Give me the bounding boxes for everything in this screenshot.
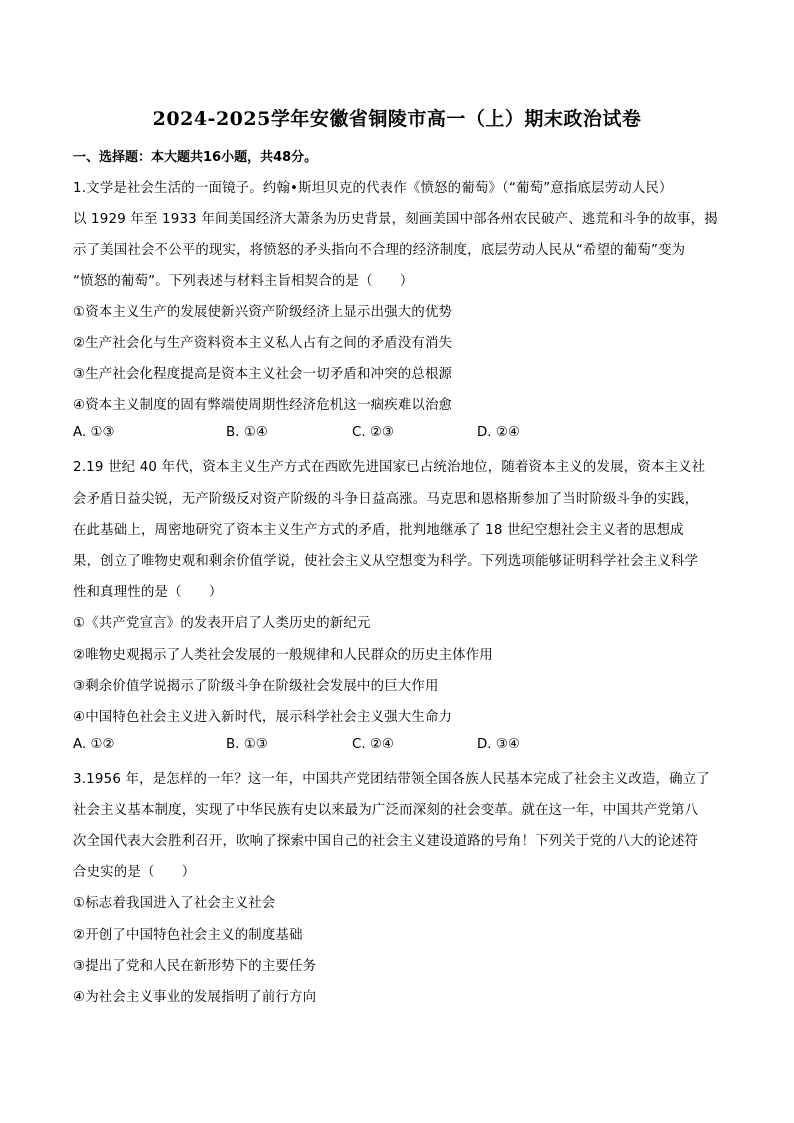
exam-title: 2024-2025学年安徽省铜陵市高一（上）期末政治试卷	[152, 108, 642, 130]
question-1-line: “愤怒的葡萄”。下列表述与材料主旨相契合的是（ ）	[73, 274, 414, 289]
question-1-line: 以 1929 年至 1933 年间美国经济大萧条为历史背景，刻画美国中部各州农民破产、逃荒和斗争的故事，揭	[73, 212, 718, 227]
question-3-statement: ③提出了党和人民在新形势下的主要任务	[73, 959, 317, 974]
question-1-line: 示了美国社会不公平的现实，将愤怒的矛头指向不合理的经济制度，底层劳动人民从“希望的葡萄”变为	[73, 243, 686, 258]
option-d[interactable]: D. ②④	[477, 425, 520, 440]
question-1-statement: ③生产社会化程度提高是资本主义社会一切矛盾和冲突的总根源	[73, 367, 453, 382]
question-2-line: 2.19 世纪 40 年代，资本主义生产方式在西欧先进国家已占统治地位，随着资本主义的发展，资本主义社	[73, 460, 706, 475]
section-heading: 一、选择题：本大题共16小题，共48分。	[73, 150, 318, 165]
question-2-line: 会矛盾日益尖锐，无产阶级反对资产阶级的斗争日益高涨。马克思和恩格斯参加了当时阶级斗争的实践，	[73, 492, 699, 507]
option-b[interactable]: B. ①③	[226, 737, 268, 752]
question-2-statement: ②唯物史观揭示了人类社会发展的一般规律和人民群众的历史主体作用	[73, 648, 493, 663]
option-a[interactable]: A. ①②	[73, 737, 115, 752]
question-1-statement: ④资本主义制度的固有弊端使周期性经济危机这一痼疾难以治愈	[73, 398, 453, 413]
question-2-line: 在此基础上，周密地研究了资本主义生产方式的矛盾，批判地继承了 18 世纪空想社会主义者的思想成	[73, 523, 684, 538]
question-3-line: 合史实的是（ ）	[73, 865, 196, 880]
question-3-statement: ①标志着我国进入了社会主义社会	[73, 896, 276, 911]
option-d[interactable]: D. ③④	[477, 737, 520, 752]
question-2-line: 果，创立了唯物史观和剩余价值学说，使社会主义从空想变为科学。下列选项能够证明科学社会主义科学	[73, 554, 699, 569]
question-1-statement: ①资本主义生产的发展使新兴资产阶级经济上显示出强大的优势	[73, 305, 453, 320]
question-3-statement: ④为社会主义事业的发展指明了前行方向	[73, 990, 317, 1005]
question-3-line: 社会主义基本制度，实现了中华民族有史以来最为广泛而深刻的社会变革。就在这一年，中国共产党第八	[73, 803, 699, 818]
question-2-line: 性和真理性的是（ ）	[73, 585, 223, 600]
question-2-statement: ③剩余价值学说揭示了阶级斗争在阶级社会发展中的巨大作用	[73, 679, 439, 694]
question-1-statement: ②生产社会化与生产资料资本主义私人占有之间的矛盾没有消失	[73, 336, 453, 351]
question-3-line: 次全国代表大会胜利召开，吹响了探索中国自己的社会主义建设道路的号角！下列关于党的八大的论述符	[73, 834, 699, 849]
question-2-statement: ④中国特色社会主义进入新时代，展示科学社会主义强大生命力	[73, 710, 453, 725]
question-3-statement: ②开创了中国特色社会主义的制度基础	[73, 928, 303, 943]
question-2-statement: ①《共产党宣言》的发表开启了人类历史的新纪元	[73, 616, 371, 631]
option-c[interactable]: C. ②④	[352, 737, 394, 752]
question-1-line: 1.文学是社会生活的一面镜子。约翰•斯坦贝克的代表作《愤怒的葡萄》（“葡萄”意指底层劳动人民）	[73, 181, 673, 196]
question-3-line: 3.1956 年，是怎样的一年？这一年，中国共产党团结带领全国各族人民基本完成了社会主义改造，确立了	[73, 772, 710, 787]
option-c[interactable]: C. ②③	[352, 425, 394, 440]
option-b[interactable]: B. ①④	[226, 425, 268, 440]
option-a[interactable]: A. ①③	[73, 425, 115, 440]
